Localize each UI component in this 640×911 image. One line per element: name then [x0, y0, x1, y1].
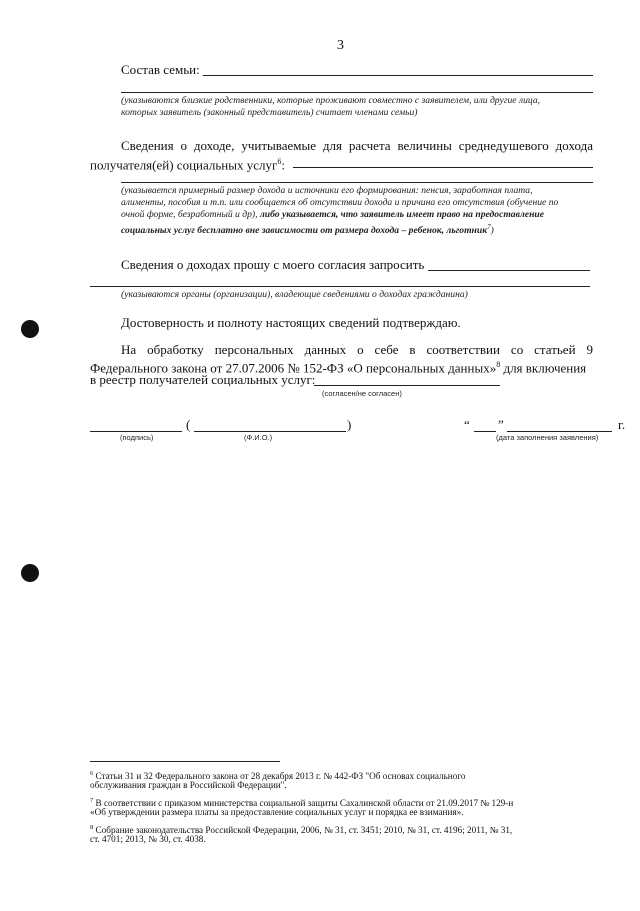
fio-open-paren: (: [186, 417, 191, 432]
income-note-4-wrap: [121, 221, 494, 237]
consent-line-3: в реестр получателей социальных услуг:: [90, 372, 316, 387]
signature-line[interactable]: [90, 431, 182, 432]
footnote-8-line-2: ст. 4701; 2013, № 30, ст. 4038.: [90, 834, 206, 844]
income-note-4-bold: социальных услуг бесплатно вне зависимости от размера дохода – ребенок, льготник: [121, 225, 488, 237]
footnote-7-text-1: В соответствии с приказом министерства социальной защиты Сахалинской области от 21.09.2017 № 129-н: [93, 798, 514, 809]
date-label: (дата заполнения заявления): [496, 433, 599, 442]
footnote-ref-6: 6: [277, 157, 282, 166]
request-note: (указываются органы (организации), владеющие сведениями о доходах гражданина): [121, 289, 468, 300]
confirm-text: Достоверность и полноту настоящих сведений подтверждаю.: [121, 315, 461, 330]
date-day-line[interactable]: [474, 431, 496, 432]
income-note-3-bold: либо указывается, что заявитель имеет право на предоставление: [259, 209, 544, 220]
family-note-1: (указываются близкие родственники, которые проживают совместно с заявителем, или другие лица,: [121, 95, 541, 106]
income-note-1: (указывается примерный размер дохода и источники его формирования: пенсия, заработная плата,: [121, 185, 533, 196]
footnote-8-text-1: Собрание законодательства Российской Федерации, 2006, № 31, ст. 3451; 2010, № 31, ст. 4196; 2011, № 31,: [93, 825, 513, 836]
income-note-2: алименты, пособия и т.п. или сообщается об отсутствии дохода и причина его отсутствия (обучение по: [121, 197, 559, 208]
fio-close-paren: ): [347, 417, 352, 432]
footnote-6-text-1: Статьи 31 и 32 Федерального закона от 28 декабря 2013 г. № 442-ФЗ "Об основах социального: [93, 771, 466, 782]
footnote-ref-8: 8: [496, 360, 501, 369]
footnote-7-number: 7: [90, 797, 94, 804]
consent-line-2-end: для включения: [500, 360, 587, 376]
family-input-line-2[interactable]: [121, 92, 593, 93]
income-line-1: Сведения о доходе, учитываемые для расчета величины среднедушевого дохода: [121, 138, 593, 153]
fio-line[interactable]: [194, 431, 346, 432]
consent-line-2: Федерального закона от 27.07.2006 № 152-ФЗ «О персональных данных»: [90, 360, 497, 376]
footnote-6-line-2: обслуживания граждан в Российской Федерации".: [90, 780, 287, 790]
income-input-line[interactable]: [293, 167, 593, 168]
footnote-separator: [90, 761, 280, 762]
family-input-line[interactable]: [203, 75, 593, 76]
consent-input-line[interactable]: [314, 385, 500, 386]
request-input-line[interactable]: [428, 270, 590, 271]
family-label: Состав семьи:: [121, 62, 200, 77]
income-line-2-wrap: [90, 154, 285, 172]
consent-hint: (согласен/не согласен): [322, 389, 402, 398]
punch-hole-bottom: [21, 564, 39, 582]
punch-hole-top: [21, 320, 39, 338]
request-label: Сведения о доходах прошу с моего согласия запросить: [121, 257, 425, 272]
income-note-3-wrap: [121, 209, 544, 221]
consent-line-1: На обработку персональных данных о себе в соответствии со статьей 9: [121, 342, 593, 357]
footnote-8-number: 8: [90, 824, 94, 831]
income-note-4-end: ): [490, 225, 494, 237]
income-input-line-2[interactable]: [121, 182, 593, 183]
request-input-line-2[interactable]: [90, 286, 590, 287]
date-quote-close: ”: [498, 417, 504, 432]
year-suffix: г.: [618, 417, 626, 432]
income-line-2: получателя(ей) социальных услуг: [90, 157, 278, 173]
date-month-line[interactable]: [507, 431, 612, 432]
footnote-ref-7: 7: [487, 223, 491, 231]
fio-label: (Ф.И.О.): [244, 433, 273, 442]
date-quote-open: “: [464, 417, 470, 432]
page-number: 3: [337, 38, 344, 53]
signature-label: (подпись): [120, 433, 154, 442]
income-line-2-end: :: [281, 157, 285, 173]
footnote-7-line-2: «Об утверждении размера платы за предоставление социальных услуг и порядка ее взимания».: [90, 807, 464, 817]
family-note-2: которых заявитель (законный представитель) считает членами семьи): [121, 107, 418, 118]
income-note-3: очной форме, безработный и др),: [121, 209, 258, 220]
footnote-6-number: 6: [90, 770, 94, 777]
